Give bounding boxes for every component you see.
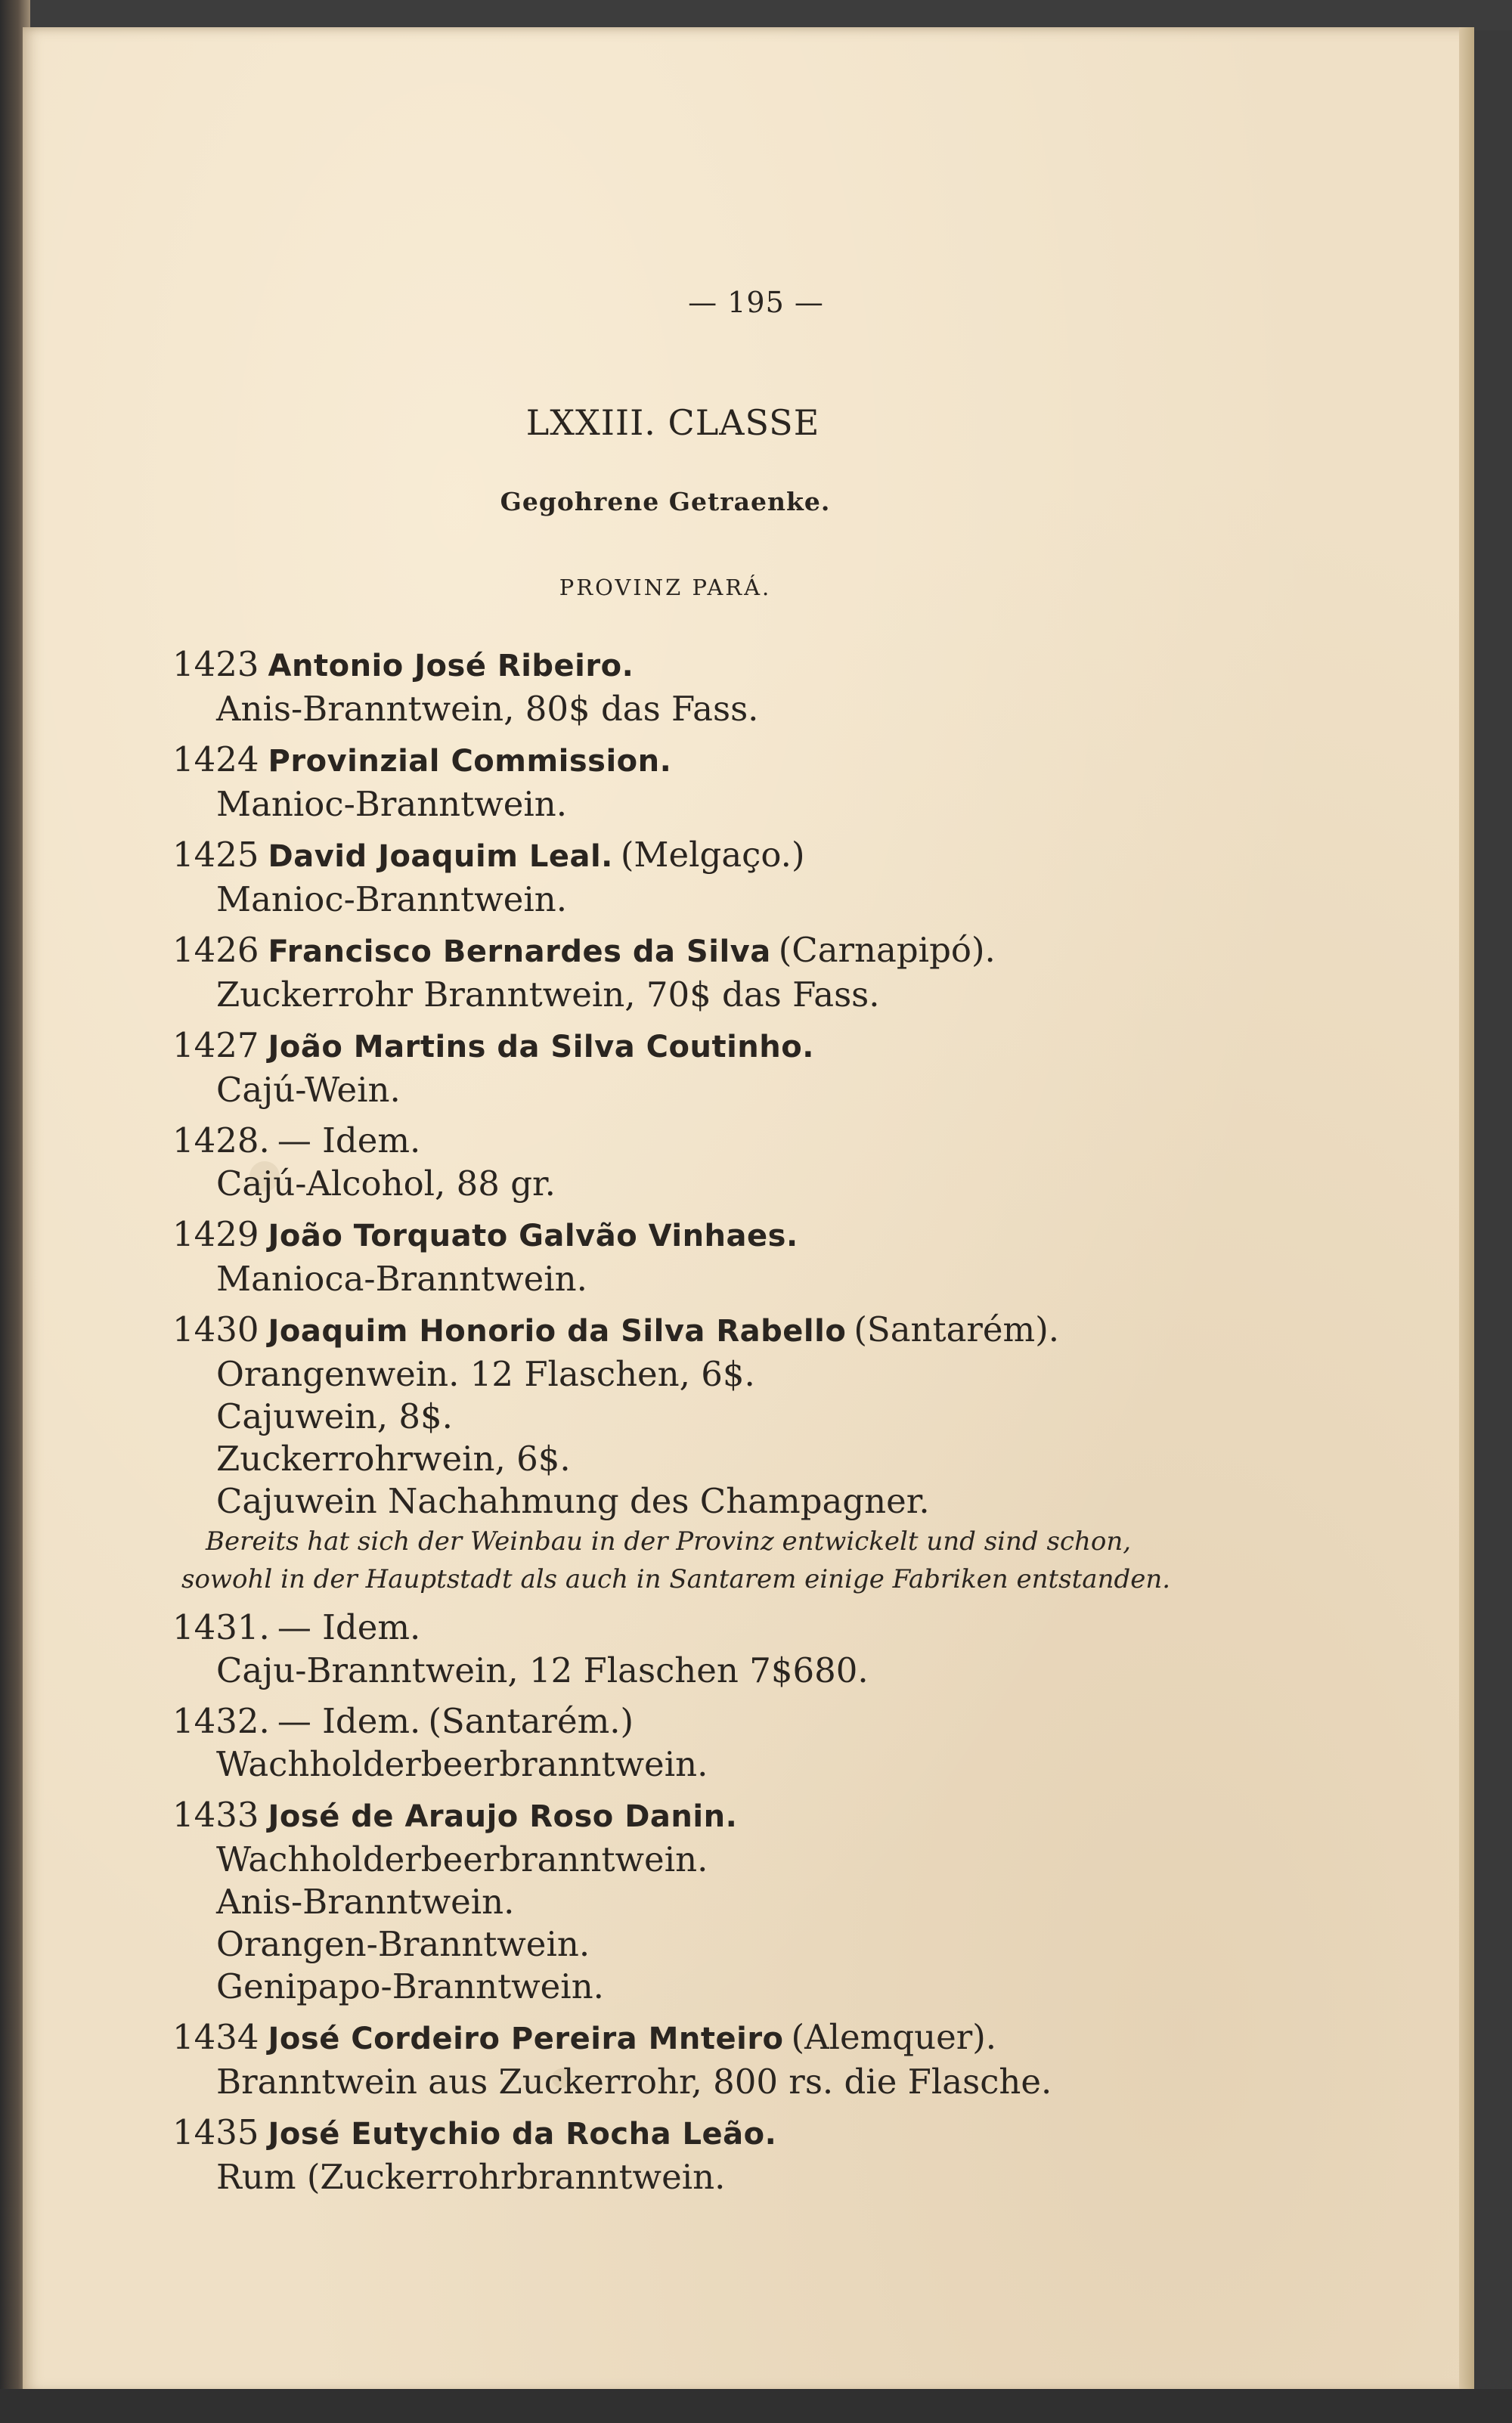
classe-subtitle: Gegohrene Getraenke. <box>500 487 831 516</box>
entry-number: 1426 <box>172 930 259 970</box>
product-line: Cajuwein Nachahmung des Champagner. <box>216 1481 930 1521</box>
exhibitor-name: Joaquim Honorio da Silva Rabello <box>268 1314 847 1349</box>
entry-1424 <box>172 738 1231 826</box>
blackletter-note-line: Bereits hat sich der Weinbau in der Provinz entwickelt und sind schon, <box>206 1526 1132 1557</box>
product-line: Caju-Branntwein, 12 Flaschen 7$680. <box>216 1650 869 1690</box>
entry-number: 1424 <box>172 739 259 779</box>
entry-number: 1425 <box>172 835 259 875</box>
scan-backdrop-top <box>0 0 1512 30</box>
entry-1429 <box>172 1213 1231 1300</box>
entry-1434 <box>172 2016 1231 2103</box>
product-line: Zuckerrohrwein, 6$. <box>216 1439 571 1479</box>
product-line: Cajú-Wein. <box>216 1070 401 1110</box>
entry-list <box>172 643 1231 2206</box>
entry-1428 <box>172 1119 1231 1205</box>
exhibitor-name: — Idem. <box>277 1607 421 1647</box>
entry-1426 <box>172 928 1231 1016</box>
entry-number: 1427 <box>172 1025 259 1065</box>
blackletter-note-line: sowohl in der Hauptstadt als auch in Santarem einige Fabriken entstanden. <box>181 1564 1171 1594</box>
exhibitor-place: (Santarém). <box>854 1309 1060 1349</box>
product-line: Anis-Branntwein. <box>216 1882 515 1922</box>
classe-title: LXXIII. CLASSE <box>525 402 820 443</box>
page-number: — 195 — <box>688 286 824 319</box>
scan-backdrop-bottom <box>0 2389 1512 2423</box>
product-line: Branntwein aus Zuckerrohr, 800 rs. die Flasche. <box>216 2062 1052 2102</box>
entry-1431 <box>172 1606 1231 1692</box>
exhibitor-name: Antonio José Ribeiro. <box>268 649 634 683</box>
page-edge <box>1459 27 1474 2394</box>
entry-1427 <box>172 1024 1231 1111</box>
exhibitor-name: José Eutychio da Rocha Leão. <box>268 2117 777 2152</box>
entry-number: 1435 <box>172 2112 259 2152</box>
exhibitor-name: David Joaquim Leal. <box>268 839 613 874</box>
entry-1432 <box>172 1700 1231 1786</box>
entry-number: 1423 <box>172 644 259 684</box>
exhibitor-name: — Idem. <box>277 1120 421 1160</box>
exhibitor-name: José Cordeiro Pereira Mnteiro <box>268 2022 784 2056</box>
exhibitor-name: Francisco Bernardes da Silva <box>268 934 771 969</box>
exhibitor-name: — Idem. <box>277 1701 421 1741</box>
exhibitor-place: (Alemquer). <box>791 2017 997 2057</box>
entry-number: 1429 <box>172 1214 259 1254</box>
entry-number: 1432. <box>172 1701 270 1741</box>
exhibitor-name: José de Araujo Roso Danin. <box>268 1799 738 1834</box>
entry-number: 1433 <box>172 1795 259 1835</box>
product-line: Rum (Zuckerrohrbranntwein. <box>216 2157 726 2197</box>
product-line: Anis-Branntwein, 80$ das Fass. <box>216 689 759 729</box>
region-heading: PROVINZ PARÁ. <box>559 575 772 600</box>
entry-number: 1428. <box>172 1120 270 1160</box>
entry-number: 1434 <box>172 2017 259 2057</box>
product-line: Manioc-Branntwein. <box>216 879 568 919</box>
exhibitor-place: (Santarém.) <box>428 1701 634 1741</box>
product-line: Orangenwein. 12 Flaschen, 6$. <box>216 1354 755 1394</box>
product-line: Wachholderbeerbranntwein. <box>216 1839 708 1879</box>
product-line: Genipapo-Branntwein. <box>216 1966 604 2006</box>
exhibitor-name: João Torquato Galvão Vinhaes. <box>268 1219 798 1253</box>
entry-1430 <box>172 1308 1231 1598</box>
entry-1435 <box>172 2111 1231 2198</box>
entry-number: 1431. <box>172 1607 270 1647</box>
entry-1423 <box>172 643 1231 730</box>
product-line: Cajuwein, 8$. <box>216 1396 453 1436</box>
entry-1425 <box>172 833 1231 921</box>
product-line: Cajú-Alcohol, 88 gr. <box>216 1163 556 1204</box>
product-line: Zuckerrohr Branntwein, 70$ das Fass. <box>216 974 880 1015</box>
product-line: Orangen-Branntwein. <box>216 1924 590 1964</box>
exhibitor-place: (Carnapipó). <box>778 930 996 970</box>
exhibitor-name: João Martins da Silva Coutinho. <box>268 1030 814 1064</box>
entry-1433 <box>172 1793 1231 2008</box>
product-line: Manioca-Branntwein. <box>216 1259 587 1299</box>
exhibitor-place: (Melgaço.) <box>620 835 805 875</box>
entry-number: 1430 <box>172 1309 259 1349</box>
exhibitor-name: Provinzial Commission. <box>268 744 672 779</box>
product-line: Manioc-Branntwein. <box>216 784 568 824</box>
product-line: Wachholderbeerbranntwein. <box>216 1744 708 1784</box>
